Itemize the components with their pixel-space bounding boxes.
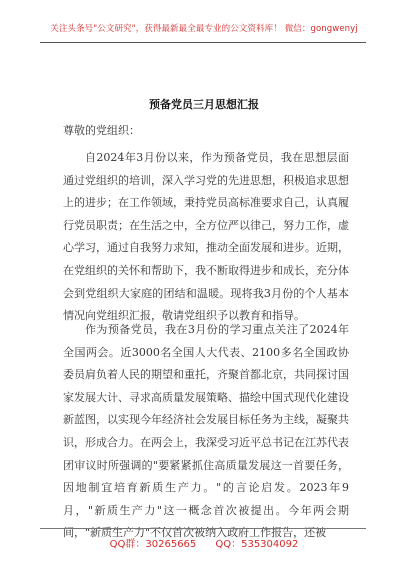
body-paragraph: 自2024年3月份以来，作为预备党员，我在思想层面通过党组织的培训，深入学习党的先进思想，积极追求思想上的进步；在工作领域，秉持党员高标准要求自己，认真履行党员职责；在生活之中，全方位严以律己，努力工作，虚心学习，通过自我努力求知，推动全面发展和进步。近期，在党组织的关怀和帮助下，我不断取得进步和成长，充分体会到党组织大家庭的团结和温暖。现将我3月份的个人基本情况向党组织汇报，敬请党组织予以教育和指导。 — [63, 151, 349, 323]
body-paragraph: 作为预备党员，我在3月份的学习重点关注了2024年全国两会。近3000名全国人大代表、2100多名全国政协委员肩负着人民的期望和重托，齐聚首都北京，共同探讨国家发展大计、寻求高质量发展策略、描绘中国式现代化建设新蓝图，以实现今年经济社会发展目标任务为主线，凝聚共识，形成合力。在两会上，我深受习近平总书记在江苏代表团审议时所强调的"要紧紧抓住高质量发展这一首要任务，因地制宜培育新质生产力。"的言论启发。2023年9月，"新质生产力"这一概念首次被提出。今年两会期间，"新质生产力"不仅首次被纳入政府工作报告，还被 — [63, 323, 349, 540]
footer-contact: QQ群：30265665 QQ：535304092 — [109, 539, 299, 550]
header-banner: 关注头条号"公文研究"，获得最新最全最专业的公文资料库！ 微信：gongwenyj — [50, 24, 358, 34]
salutation: 尊敬的党组织： — [63, 124, 140, 137]
footer-divider — [40, 528, 366, 529]
document-title: 预备党员三月思想汇报 — [149, 98, 259, 111]
header-divider — [40, 42, 366, 43]
